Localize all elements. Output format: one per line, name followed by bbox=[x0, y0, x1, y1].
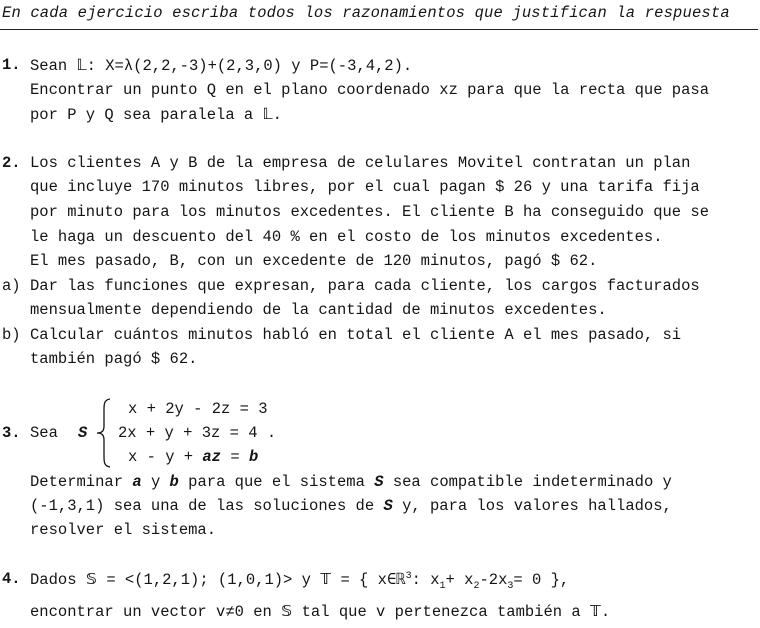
system-equation-1: x + 2y - 2z = 3 bbox=[128, 400, 268, 418]
exercise-1-line-3: por P y Q sea paralela a 𝕃. bbox=[30, 106, 282, 124]
exercise-3-sea: Sea bbox=[30, 424, 58, 442]
subspace-t-symbol: 𝕋 bbox=[320, 570, 332, 588]
exercise-2-line-2: que incluye 170 minutos libres, por el cual pagan $ 26 y una tarifa fija bbox=[30, 178, 700, 196]
exercise-3-line-1: Determinar a y b para que el sistema S sea compatible indeterminado y bbox=[30, 473, 672, 491]
exercise-2-line-4: le haga un descuento del 40 % en el costo de los minutos excedentes. bbox=[30, 228, 663, 246]
exam-instructions: En cada ejercicio escriba todos los razonamientos que justifican la respuesta bbox=[2, 4, 730, 22]
exercise-2b-line-1: Calcular cuántos minutos habló en total el cliente A el mes pasado, si bbox=[30, 326, 682, 344]
subspace-s-symbol: 𝕊 bbox=[85, 570, 97, 588]
parameter-b: b bbox=[248, 448, 259, 466]
exercise-2-line-1: Los clientes A y B de la empresa de celulares Movitel contratan un plan bbox=[30, 154, 691, 172]
exercise-3-number: 3. bbox=[2, 424, 21, 442]
system-brace bbox=[96, 398, 112, 468]
parameter-az: az bbox=[202, 448, 222, 466]
exercise-3-line-3: resolver el sistema. bbox=[30, 521, 217, 539]
exercise-2-number: 2. bbox=[2, 154, 21, 172]
system-equation-2: 2x + y + 3z = 4 . bbox=[118, 424, 277, 442]
exercise-1-line-1: Sean 𝕃: X=λ(2,2,-3)+(2,3,0) y P=(-3,4,2). bbox=[30, 57, 413, 75]
system-name-s: S bbox=[78, 424, 88, 442]
exercise-2a-line-2: mensualmente dependiendo de la cantidad de minutos excedentes. bbox=[30, 301, 607, 319]
exercise-2b-label: b) bbox=[2, 326, 21, 344]
system-equation-3: x - y + az = b bbox=[128, 448, 259, 466]
exercise-1-number: 1. bbox=[2, 56, 21, 74]
exercise-2a-line-1: Dar las funciones que expresan, para cada cliente, los cargos facturados bbox=[30, 277, 700, 295]
exercise-4-line-2: encontrar un vector v≠0 en 𝕊 tal que v pertenezca también a 𝕋. bbox=[30, 602, 611, 621]
exercise-2a-label: a) bbox=[2, 277, 21, 295]
exercise-4-line-1: Dados 𝕊 = <(1,2,1); (1,0,1)> y 𝕋 = { x∈ℝ$^3$: $x_1+ x_2-2x_3= 0$ }, bbox=[30, 570, 570, 593]
exercise-3-line-2: (-1,3,1) sea una de las soluciones de S y, para los valores hallados, bbox=[30, 497, 672, 515]
exercise-2b-line-2: también pagó $ 62. bbox=[30, 350, 198, 368]
exercise-4-number: 4. bbox=[2, 570, 21, 588]
header-underline bbox=[0, 29, 758, 30]
exercise-2-line-5: El mes pasado, B, con un excedente de 120 minutos, pagó $ 62. bbox=[30, 252, 598, 270]
exercise-2-line-3: por minuto para los minutos excedentes. El cliente B ha conseguido que se bbox=[30, 203, 710, 221]
exercise-1-line-2: Encontrar un punto Q en el plano coordenado xz para que la recta que pasa bbox=[30, 81, 710, 99]
